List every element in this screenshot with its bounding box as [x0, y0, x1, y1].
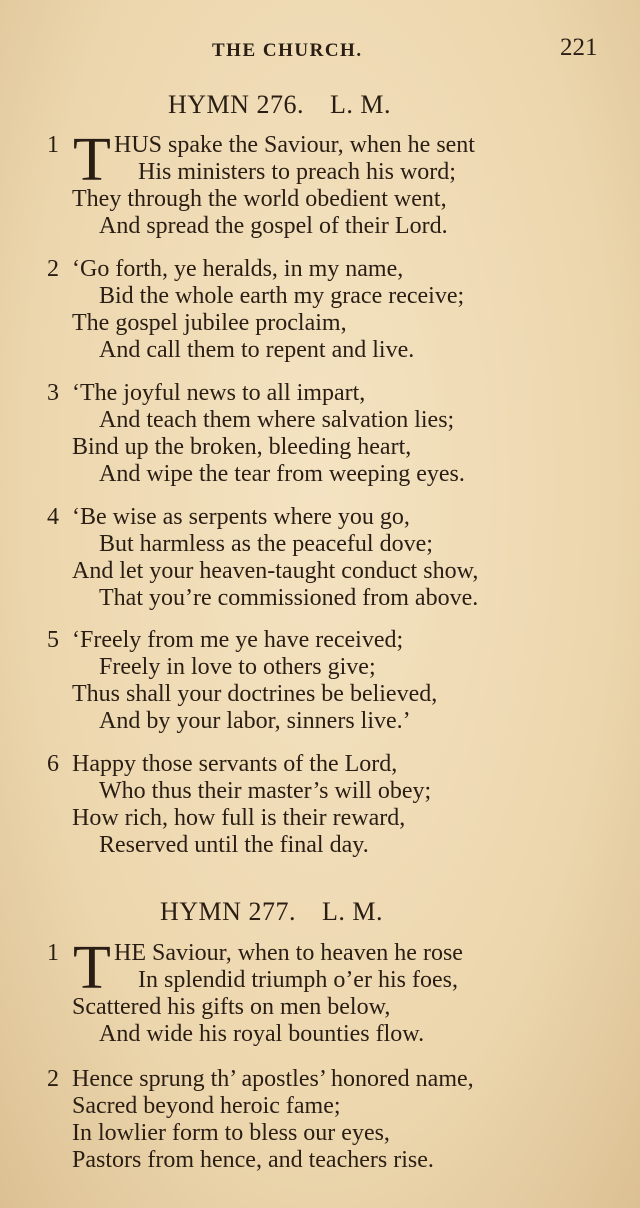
verse-line: Reserved until the final day. — [99, 832, 369, 858]
verse — [40, 627, 610, 735]
verse-number: 1 — [47, 132, 59, 158]
drop-cap: T — [73, 126, 111, 194]
verse-line: Pastors from hence, and teachers rise. — [72, 1147, 434, 1173]
verse-number: 3 — [47, 380, 59, 406]
verse — [40, 1066, 610, 1174]
verse-line: And call them to repent and live. — [99, 337, 415, 363]
verse — [40, 126, 610, 240]
verse-line: Who thus their master’s will obey; — [99, 778, 432, 804]
verse-line: ‘Go forth, ye heralds, in my name, — [72, 256, 404, 282]
verse-line: HE Saviour, when to heaven he rose — [114, 940, 463, 966]
verse-line: HUS spake the Saviour, when he sent — [114, 132, 475, 158]
verse-line: And teach them where salvation lies; — [99, 407, 455, 433]
verse — [40, 256, 610, 364]
verse-line: Hence sprung th’ apostles’ honored name, — [72, 1066, 474, 1092]
verse-line: And wipe the tear from weeping eyes. — [99, 461, 465, 487]
verse-line: And by your labor, sinners live.’ — [99, 708, 411, 734]
verse-line: Thus shall your doctrines be believed, — [72, 681, 438, 707]
verse-line: Sacred beyond heroic fame; — [72, 1093, 341, 1119]
verse-number: 2 — [47, 256, 59, 282]
verse — [40, 934, 610, 1048]
verse-line: The gospel jubilee proclaim, — [72, 310, 347, 336]
verse — [40, 380, 610, 488]
verse-number: 5 — [47, 627, 59, 653]
verse-line: ‘The joyful news to all impart, — [72, 380, 366, 406]
running-title: THE CHURCH. — [212, 40, 363, 61]
verse — [40, 504, 610, 612]
verse-line: Happy those servants of the Lord, — [72, 751, 398, 777]
verse-line: Bind up the broken, bleeding heart, — [72, 434, 412, 460]
verse-line: That you’re commissioned from above. — [99, 585, 479, 611]
verse-line: In splendid triumph o’er his foes, — [138, 967, 458, 993]
verse-line: His ministers to preach his word; — [138, 159, 456, 185]
verse-line: And let your heaven-taught conduct show, — [72, 558, 479, 584]
verse-line: But harmless as the peaceful dove; — [99, 531, 433, 557]
verse-line: Freely in love to others give; — [99, 654, 376, 680]
page-number: 221 — [560, 34, 598, 61]
verse-number: 6 — [47, 751, 59, 777]
hymn-meter: L. M. — [329, 90, 391, 119]
verse-line: ‘Freely from me ye have received; — [72, 627, 404, 653]
verse-number: 1 — [47, 940, 59, 966]
hymn-title — [160, 897, 383, 927]
verse-line: And wide his royal bounties flow. — [99, 1021, 425, 1047]
drop-cap: T — [73, 934, 111, 1002]
hymn-number: HYMN 277. — [160, 897, 296, 926]
verse-line: In lowlier form to bless our eyes, — [72, 1120, 390, 1146]
hymn-title — [168, 90, 391, 120]
verse-number: 4 — [47, 504, 59, 530]
verse-number: 2 — [47, 1066, 59, 1092]
verse-line: And spread the gospel of their Lord. — [99, 213, 448, 239]
verse-line: How rich, how full is their reward, — [72, 805, 406, 831]
hymn-meter: L. M. — [321, 897, 383, 926]
verse-line: They through the world obedient went, — [72, 186, 447, 212]
verse-line: ‘Be wise as serpents where you go, — [72, 504, 410, 530]
verse-line: Bid the whole earth my grace receive; — [99, 283, 465, 309]
verse-line: Scattered his gifts on men below, — [72, 994, 391, 1020]
verse — [40, 751, 610, 859]
hymn-number: HYMN 276. — [168, 90, 304, 119]
